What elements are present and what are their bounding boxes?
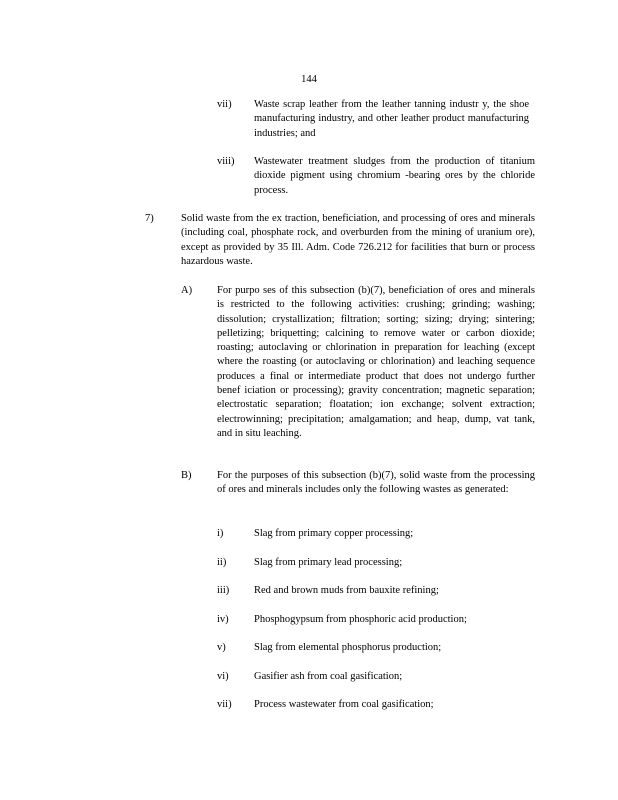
item-label: B) (181, 470, 192, 481)
item-text: Wastewater treatment sludges from the production of titanium dioxide pigment using chromium -bearing ores by the chloride process. (254, 156, 535, 196)
item-label: vi) (217, 671, 229, 682)
item-text: Slag from elemental phosphorus production; (254, 642, 442, 653)
item-text: Slag from primary lead processing; (254, 557, 403, 568)
item-text: For purpo ses of this subsection (b)(7), beneficiation of ores and minerals is restricted to the following activities: crushing; grinding; washing; dissolution; crystallization; filtration; sorting; sizing; drying; sintering; pelletizing; briquetting; calcining to remove water or carbon dioxide; roasting; autoclaving or chlorination in preparation for leaching (except where the roasting (or autoclaving or chlorination) and leaching sequence produces a final or intermediate product that does not undergo further benef iciation or processing); gravity concentration; magnetic separation; electrostatic separation; floatation; ion exchange; solvent extraction; electrowinning; precipitation; amalgamation; and heap, dump, vat tank, and in situ leaching. (217, 285, 535, 439)
item-text: Gasifier ash from coal gasification; (254, 671, 403, 682)
item-label: iv) (217, 614, 229, 625)
item-label: i) (217, 528, 224, 539)
item-label: vii) (217, 99, 232, 110)
item-label: A) (181, 285, 193, 296)
item-label: 7) (145, 213, 154, 224)
item-label: iii) (217, 585, 230, 596)
item-label: v) (217, 642, 226, 653)
item-text: Phosphogypsum from phosphoric acid production; (254, 614, 467, 625)
item-text: Waste scrap leather from the leather tanning industr y, the shoe manufacturing industry, and other leather product manufacturing industries; and (254, 99, 529, 139)
item-label: viii) (217, 156, 235, 167)
item-label: ii) (217, 557, 227, 568)
item-text: Solid waste from the ex traction, beneficiation, and processing of ores and minerals (including coal, phosphate rock, and overburden from the mining of uranium ore), except as provided by 35 Ill. Adm. Code 726.212 for facilities that burn or process hazardous waste. (181, 213, 535, 267)
page-number: 144 (301, 74, 317, 85)
item-label: vii) (217, 699, 232, 710)
item-text: For the purposes of this subsection (b)(7), solid waste from the processing of ores and minerals includes only the following wastes as generated: (217, 470, 535, 496)
item-text: Red and brown muds from bauxite refining; (254, 585, 439, 596)
item-text: Slag from primary copper processing; (254, 528, 414, 539)
item-text: Process wastewater from coal gasification; (254, 699, 434, 710)
